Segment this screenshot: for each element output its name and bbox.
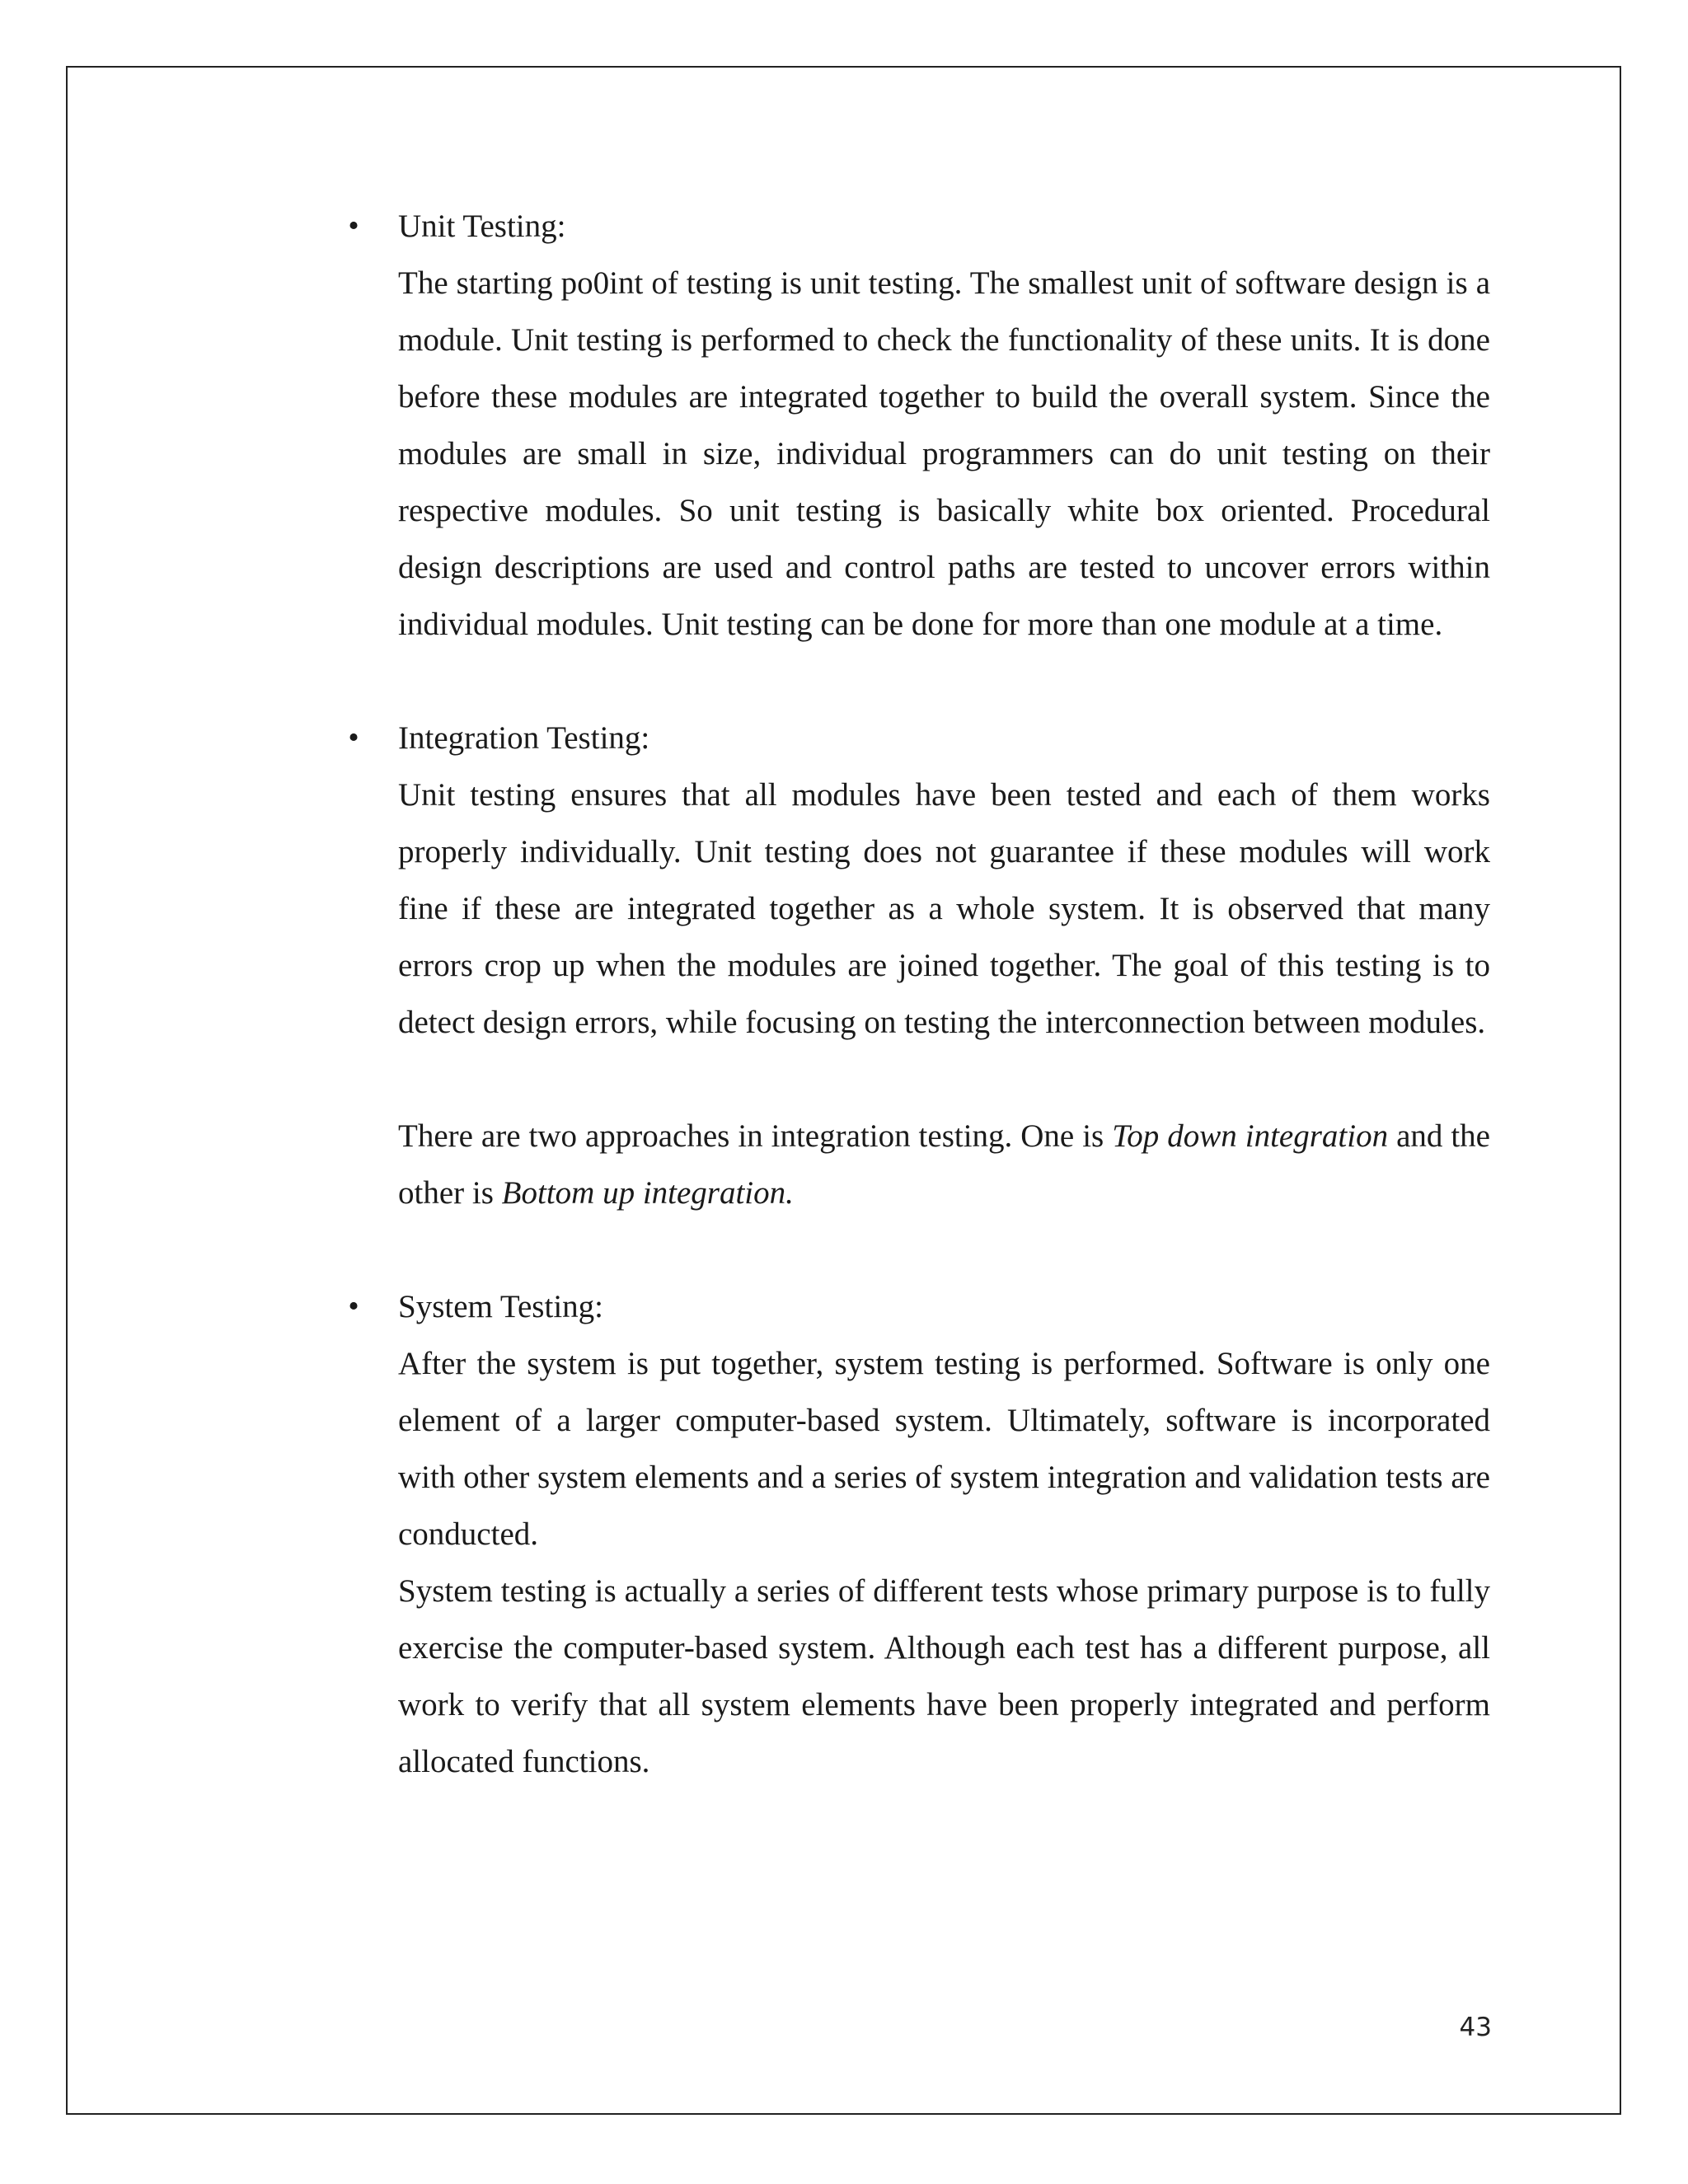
section-paragraph: Unit testing ensures that all modules have been tested and each of them works properly individually. Unit testing does not guarantee if these modules will work fine if these are integrated together as a whole system. It is observed that many errors crop up when the modules are joined together. The goal of this testing is to detect design errors, while focusing on testing the interconnection between modules. <box>398 777 1490 1040</box>
approach-bottom-up: Bottom up integration. <box>501 1175 794 1211</box>
section-integration-testing <box>348 710 1490 1221</box>
bullet-icon: • <box>348 720 359 755</box>
approaches-paragraph <box>398 1108 1490 1221</box>
section-heading: Integration Testing: <box>398 720 650 756</box>
bullet-icon: • <box>348 209 359 243</box>
section-heading: Unit Testing: <box>398 209 566 244</box>
section-paragraph: After the system is put together, system testing is performed. Software is only one element of a larger computer-based system. Ultimately, software is incorporated with other system elements and a series of system integration and validation tests are conducted. <box>398 1346 1490 1552</box>
section-paragraph: System testing is actually a series of different tests whose primary purpose is to fully exercise the computer-based system. Although each test has a different purpose, all work to verify that all system elements have been properly integrated and perform allocated functions. <box>398 1573 1490 1779</box>
document-body <box>348 198 1490 1790</box>
bullet-icon: • <box>348 1289 359 1324</box>
section-unit-testing <box>348 198 1490 653</box>
page-number: 43 <box>1459 2013 1492 2042</box>
section-heading: System Testing: <box>398 1289 603 1324</box>
approaches-text: and the other is <box>398 1118 1490 1211</box>
section-paragraph: The starting po0int of testing is unit testing. The smallest unit of software design is a module. Unit testing is performed to check the functionality of these units. It is done before these modules are integrated together to build the overall system. Since the modules are small in size, individual programmers can do unit testing on their respective modules. So unit testing is basically white box oriented. Procedural design descriptions are used and control paths are tested to uncover errors within individual modules. Unit testing can be done for more than one module at a time. <box>398 265 1490 642</box>
section-system-testing <box>348 1278 1490 1790</box>
approach-top-down: Top down integration <box>1112 1118 1389 1154</box>
approaches-text: There are two approaches in integration testing. One is <box>398 1118 1113 1154</box>
